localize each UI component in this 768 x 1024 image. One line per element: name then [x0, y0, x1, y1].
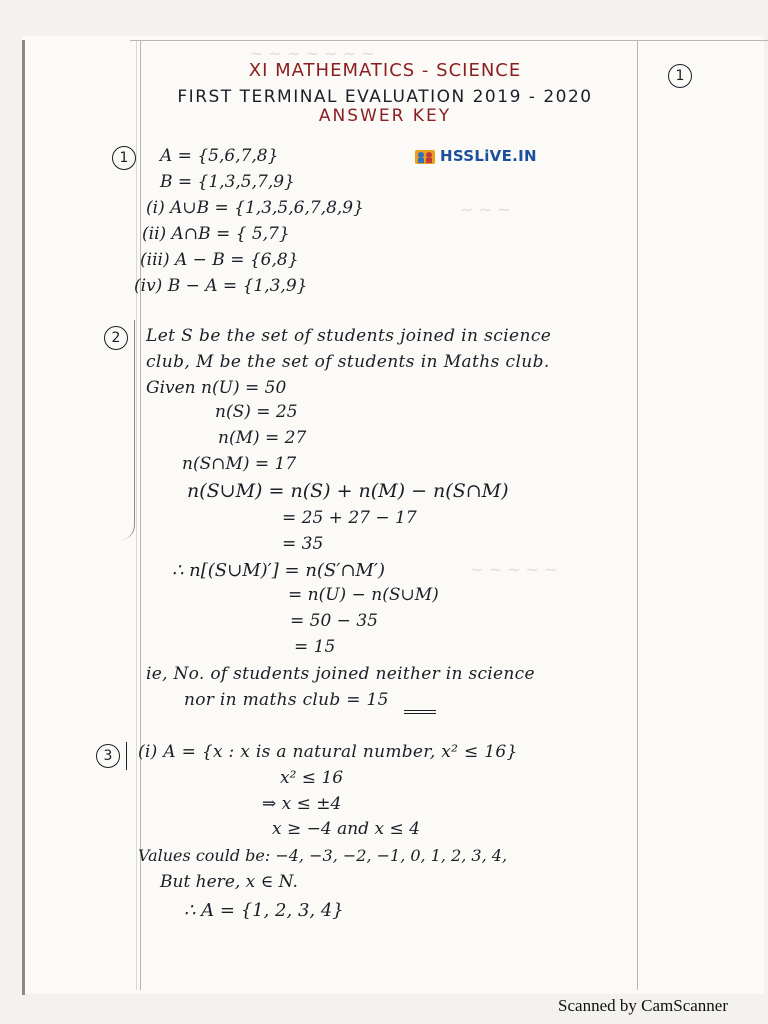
- q3-line: ⇒ x ≤ ±4: [262, 794, 342, 814]
- q2-line: = n(U) − n(S∪M): [288, 585, 439, 605]
- question-1-number: 1: [112, 146, 136, 170]
- q2-line: n(S∩M) = 17: [182, 454, 297, 474]
- q1-line: B = {1,3,5,7,9}: [160, 172, 295, 192]
- q1-line: (i) A∪B = {1,3,5,6,7,8,9}: [146, 198, 364, 218]
- bleed-through-mark: ~ ~ ~ ~ ~: [470, 560, 558, 579]
- header-answer-key: ANSWER KEY: [318, 106, 452, 126]
- logo-text: HSSLiVE.IN: [440, 147, 537, 165]
- q1-line: (ii) A∩B = { 5,7}: [142, 224, 290, 244]
- q2-line: n(M) = 27: [218, 428, 307, 448]
- hsslive-logo: [414, 147, 537, 165]
- q3-line: (i) A = {x : x is a natural number, x² ≤ 16}: [138, 742, 518, 762]
- q2-line: nor in maths club = 15: [184, 690, 389, 710]
- q2-line: n(S) = 25: [215, 402, 298, 422]
- q3-line: x² ≤ 16: [280, 768, 344, 788]
- header-rule: [130, 40, 768, 41]
- q1-line: A = {5,6,7,8}: [160, 146, 279, 166]
- q3-line: ∴ A = {1, 2, 3, 4}: [184, 900, 344, 921]
- q2-line: = 25 + 27 − 17: [282, 508, 417, 528]
- right-margin-rule: [637, 40, 638, 990]
- scanner-watermark: Scanned by CamScanner: [558, 996, 728, 1015]
- answer-double-underline: [404, 710, 436, 714]
- question-3-number: 3: [96, 744, 120, 768]
- q3-line: x ≥ −4 and x ≤ 4: [272, 819, 420, 839]
- page-edge: [22, 40, 25, 995]
- q2-line: club, M be the set of students in Maths club.: [146, 352, 550, 372]
- header-subtitle: FIRST TERMINAL EVALUATION 2019 - 2020: [177, 87, 593, 107]
- logo-people-icon: [414, 147, 436, 165]
- q2-line: ie, No. of students joined neither in science: [146, 664, 535, 684]
- q2-line: ∴ n[(S∪M)′] = n(S′∩M′): [172, 560, 385, 581]
- q1-line: (iii) A − B = {6,8}: [140, 250, 299, 270]
- q2-line: Let S be the set of students joined in science: [146, 326, 552, 346]
- bleed-through-mark: ~ ~ ~ ~ ~ ~ ~: [250, 44, 375, 63]
- q2-line: = 50 − 35: [290, 611, 378, 631]
- margin-bracket: [120, 320, 135, 540]
- q2-line: n(S∪M) = n(S) + n(M) − n(S∩M): [187, 480, 509, 502]
- bleed-through-mark: ~ ~ ~: [460, 200, 511, 219]
- page-number-badge: 1: [668, 64, 692, 88]
- q3-line: Values could be: −4, −3, −2, −1, 0, 1, 2, 3, 4,: [138, 846, 508, 865]
- q2-line: Given n(U) = 50: [146, 378, 287, 398]
- q2-line: = 35: [282, 534, 324, 554]
- left-margin-rule-2: [136, 40, 137, 990]
- header-title: XI MATHEMATICS - SCIENCE: [248, 60, 522, 81]
- q2-line: = 15: [294, 637, 336, 657]
- q1-line: (iv) B − A = {1,3,9}: [134, 276, 308, 296]
- question-2-number: 2: [104, 326, 128, 350]
- q3-line: But here, x ∈ N.: [160, 872, 298, 892]
- q3-bar: [126, 742, 127, 770]
